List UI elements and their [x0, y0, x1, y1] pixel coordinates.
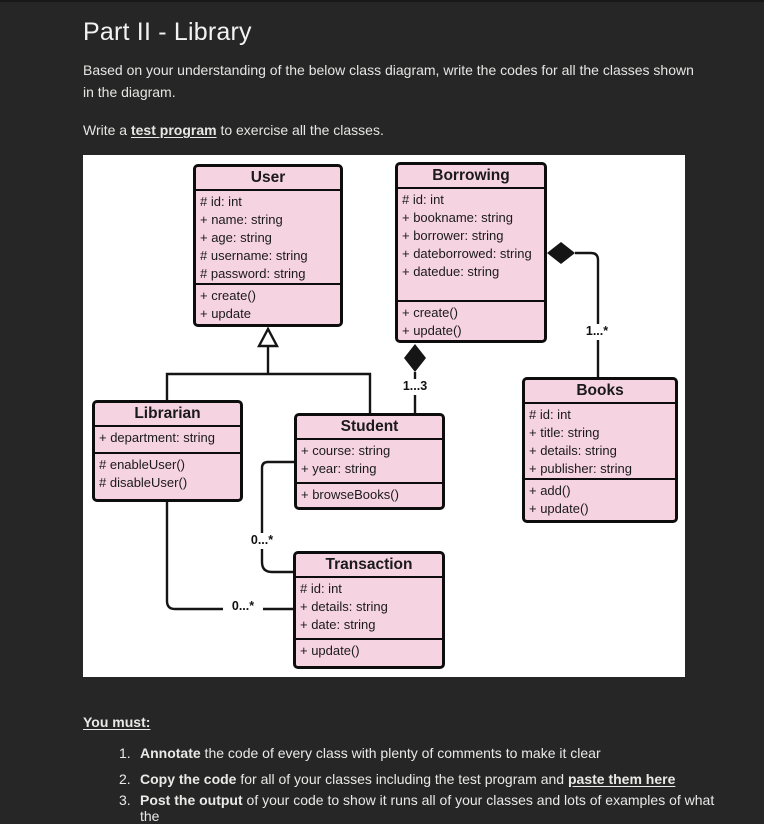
task-3-number: 3.	[119, 792, 131, 808]
class-member: + bookname: string	[402, 210, 513, 225]
multiplicity-borrowing-student: 1...3	[395, 379, 435, 395]
class-member: + update()	[529, 501, 589, 516]
class-transaction	[293, 551, 445, 669]
class-member: + details: string	[300, 599, 388, 614]
test-program-link[interactable]: test program	[130, 122, 217, 138]
class-transaction-methods	[296, 640, 442, 666]
class-borrowing-attributes	[398, 189, 544, 302]
class-borrowing-methods	[398, 302, 544, 342]
class-member: + age: string	[200, 230, 272, 245]
class-student-name: Student	[297, 416, 442, 440]
class-member: + borrower: string	[402, 228, 504, 243]
class-books-methods	[525, 480, 675, 520]
class-member: + publisher: string	[529, 461, 632, 476]
task-1-text: Annotate the code of every class with plenty of comments to make it clear	[140, 745, 601, 761]
class-member: + title: string	[529, 425, 600, 440]
class-books-attributes	[525, 404, 675, 480]
class-member: + course: string	[301, 443, 391, 458]
class-user-methods	[196, 285, 340, 325]
task-item-2	[119, 771, 719, 787]
class-librarian	[92, 400, 243, 502]
task-1-number: 1.	[119, 745, 131, 761]
task-item-1	[119, 745, 719, 761]
intro-paragraph: Based on your understanding of the below class diagram, write the codes for all the classes shown in the diagram.	[83, 62, 694, 100]
class-librarian-attributes	[95, 427, 240, 454]
class-student-methods	[297, 484, 442, 507]
class-user-attributes	[196, 191, 340, 285]
class-member: + update()	[300, 643, 360, 658]
class-librarian-methods	[95, 454, 240, 499]
class-user-name: User	[196, 167, 340, 191]
class-member: # disableUser()	[99, 475, 188, 490]
class-member: + name: string	[200, 212, 283, 227]
class-student-attributes	[297, 440, 442, 484]
class-member: # password: string	[200, 266, 306, 281]
librarian-transaction-line	[167, 502, 293, 609]
class-librarian-name: Librarian	[95, 403, 240, 427]
page-title: Part II - Library	[83, 18, 252, 46]
class-member: # id: int	[300, 581, 342, 596]
multiplicity-borrowing-books: 1...*	[577, 324, 617, 340]
class-books-name: Books	[525, 380, 675, 404]
class-member: # id: int	[529, 407, 571, 422]
class-member: # username: string	[200, 248, 308, 263]
class-student	[294, 413, 445, 510]
borrowing-books-line	[575, 253, 598, 377]
borrowing-books-diamond-icon	[547, 242, 575, 264]
task-2-text: Copy the code for all of your classes including the test program and paste them here	[140, 771, 676, 787]
class-member: + datedue: string	[402, 264, 500, 279]
class-member: + update	[200, 306, 251, 321]
paste-them-here-link[interactable]: paste them here	[567, 771, 676, 787]
borrowing-student-diamond-icon	[404, 344, 426, 372]
class-member: # enableUser()	[99, 457, 185, 472]
class-member: # id: int	[402, 192, 444, 207]
class-member: + dateborrowed: string	[402, 246, 532, 261]
class-member: + date: string	[300, 617, 376, 632]
class-member: + add()	[529, 483, 571, 498]
task-2-number: 2.	[119, 771, 131, 787]
task-3-text: Post the output of your code to show it runs all of your classes and lots of examples of what the	[140, 792, 715, 824]
class-books	[522, 377, 678, 523]
class-borrowing-name: Borrowing	[398, 165, 544, 189]
class-member: + department: string	[99, 430, 215, 445]
you-must-heading: You must:	[83, 714, 151, 730]
multiplicity-student-transaction: 0...*	[242, 533, 282, 549]
class-member: + create()	[402, 305, 458, 320]
class-user	[193, 164, 343, 327]
class-member: # id: int	[200, 194, 242, 209]
class-member: + year: string	[301, 461, 377, 476]
multiplicity-librarian-transaction: 0...*	[223, 599, 263, 615]
generalization-triangle-icon	[259, 329, 277, 346]
write-suffix: to exercise all the classes.	[216, 122, 384, 138]
class-diagram-image	[83, 155, 685, 677]
class-borrowing	[395, 162, 547, 343]
write-paragraph	[83, 119, 695, 141]
class-transaction-attributes	[296, 578, 442, 640]
write-prefix: Write a	[83, 122, 131, 138]
class-member: + update()	[402, 323, 462, 338]
class-transaction-name: Transaction	[296, 554, 442, 578]
class-member: + details: string	[529, 443, 617, 458]
student-transaction-line	[262, 462, 294, 572]
window-top-edge	[0, 0, 764, 2]
class-member: + browseBooks()	[301, 487, 399, 502]
task-item-3	[119, 792, 719, 824]
class-member: + create()	[200, 288, 256, 303]
